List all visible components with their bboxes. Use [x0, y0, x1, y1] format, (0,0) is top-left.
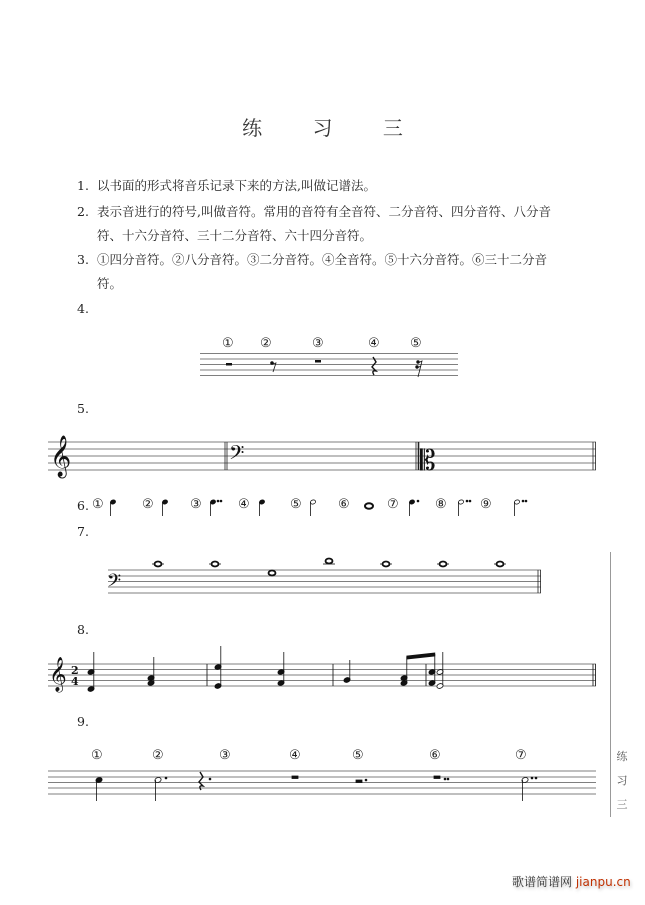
svg-text:4: 4: [71, 675, 79, 688]
answer-text-line2: 符。: [97, 276, 123, 291]
marker-1: ①: [222, 336, 234, 351]
quarter-note-icon: [95, 777, 103, 801]
watermark-cn: 歌谱简谱网: [512, 875, 573, 889]
double-dotted-whole-rest-icon: [434, 776, 449, 780]
marker-3: ③: [219, 748, 231, 763]
marker-2: ②: [260, 336, 272, 351]
marker-1: ①: [91, 748, 103, 763]
marker-3: ③: [312, 336, 324, 351]
marker-2: ②: [152, 748, 164, 763]
answer-number: 1.: [77, 178, 89, 193]
dotted-half-note-icon: [154, 777, 167, 801]
marker-9: ⑨: [480, 497, 492, 512]
dotted-half-rest-icon: [356, 779, 367, 782]
marker-6: ⑥: [338, 497, 350, 512]
svg-text:2: 2: [71, 664, 79, 677]
side-tab-label: 练 习 三: [616, 750, 628, 811]
svg-text:𝄡: 𝄡: [420, 444, 436, 477]
marker-8: ⑧: [435, 497, 447, 512]
answer-text-line1: ①四分音符。②八分音符。③二分音符。④全音符。⑤十六分音符。⑥三十二分音: [97, 252, 548, 267]
answer-text-line2: 符、十六分音符、三十二分音符、六十四分音符。: [97, 228, 373, 243]
marker-4: ④: [368, 336, 380, 351]
answer-text: 以书面的形式将音乐记录下来的方法,叫做记谱法。: [97, 178, 376, 193]
marker-7: ⑦: [515, 748, 527, 763]
side-divider: [610, 552, 611, 817]
double-dotted-half-note-icon: [521, 777, 537, 801]
answer-text-line1: 表示音进行的符号,叫做音符。常用的音符有全音符、二分音符、四分音符、八分音: [97, 204, 551, 219]
svg-text:𝄢: 𝄢: [107, 571, 122, 596]
marker-4: ④: [238, 497, 250, 512]
answer-5-number: 5.: [77, 401, 89, 416]
answer-number: 2.: [77, 204, 89, 219]
dotted-quarter-rest-icon: [199, 772, 211, 790]
answer-7-number: 7.: [77, 524, 89, 539]
marker-4: ④: [289, 748, 301, 763]
marker-7: ⑦: [387, 497, 399, 512]
watermark: [512, 873, 631, 890]
whole-rest-icon: [292, 776, 298, 779]
marker-5: ⑤: [290, 497, 302, 512]
marker-5: ⑤: [410, 336, 422, 351]
page-title: 练 习 三: [242, 116, 425, 140]
svg-text:𝄞: 𝄞: [50, 436, 72, 477]
watermark-url: jianpu.cn: [575, 875, 631, 889]
answer-8-number: 8.: [77, 622, 89, 637]
answer-4-number: 4.: [77, 301, 89, 316]
marker-2: ②: [142, 497, 154, 512]
svg-text:𝄢: 𝄢: [229, 441, 245, 469]
marker-3: ③: [190, 497, 202, 512]
answer-9-number: 9.: [77, 714, 89, 729]
marker-1: ①: [92, 497, 104, 512]
answer-number: 3.: [77, 252, 89, 267]
marker-6: ⑥: [429, 748, 441, 763]
svg-text:𝄞: 𝄞: [49, 657, 67, 692]
marker-5: ⑤: [352, 748, 364, 763]
answer-6-number: 6.: [77, 498, 89, 513]
